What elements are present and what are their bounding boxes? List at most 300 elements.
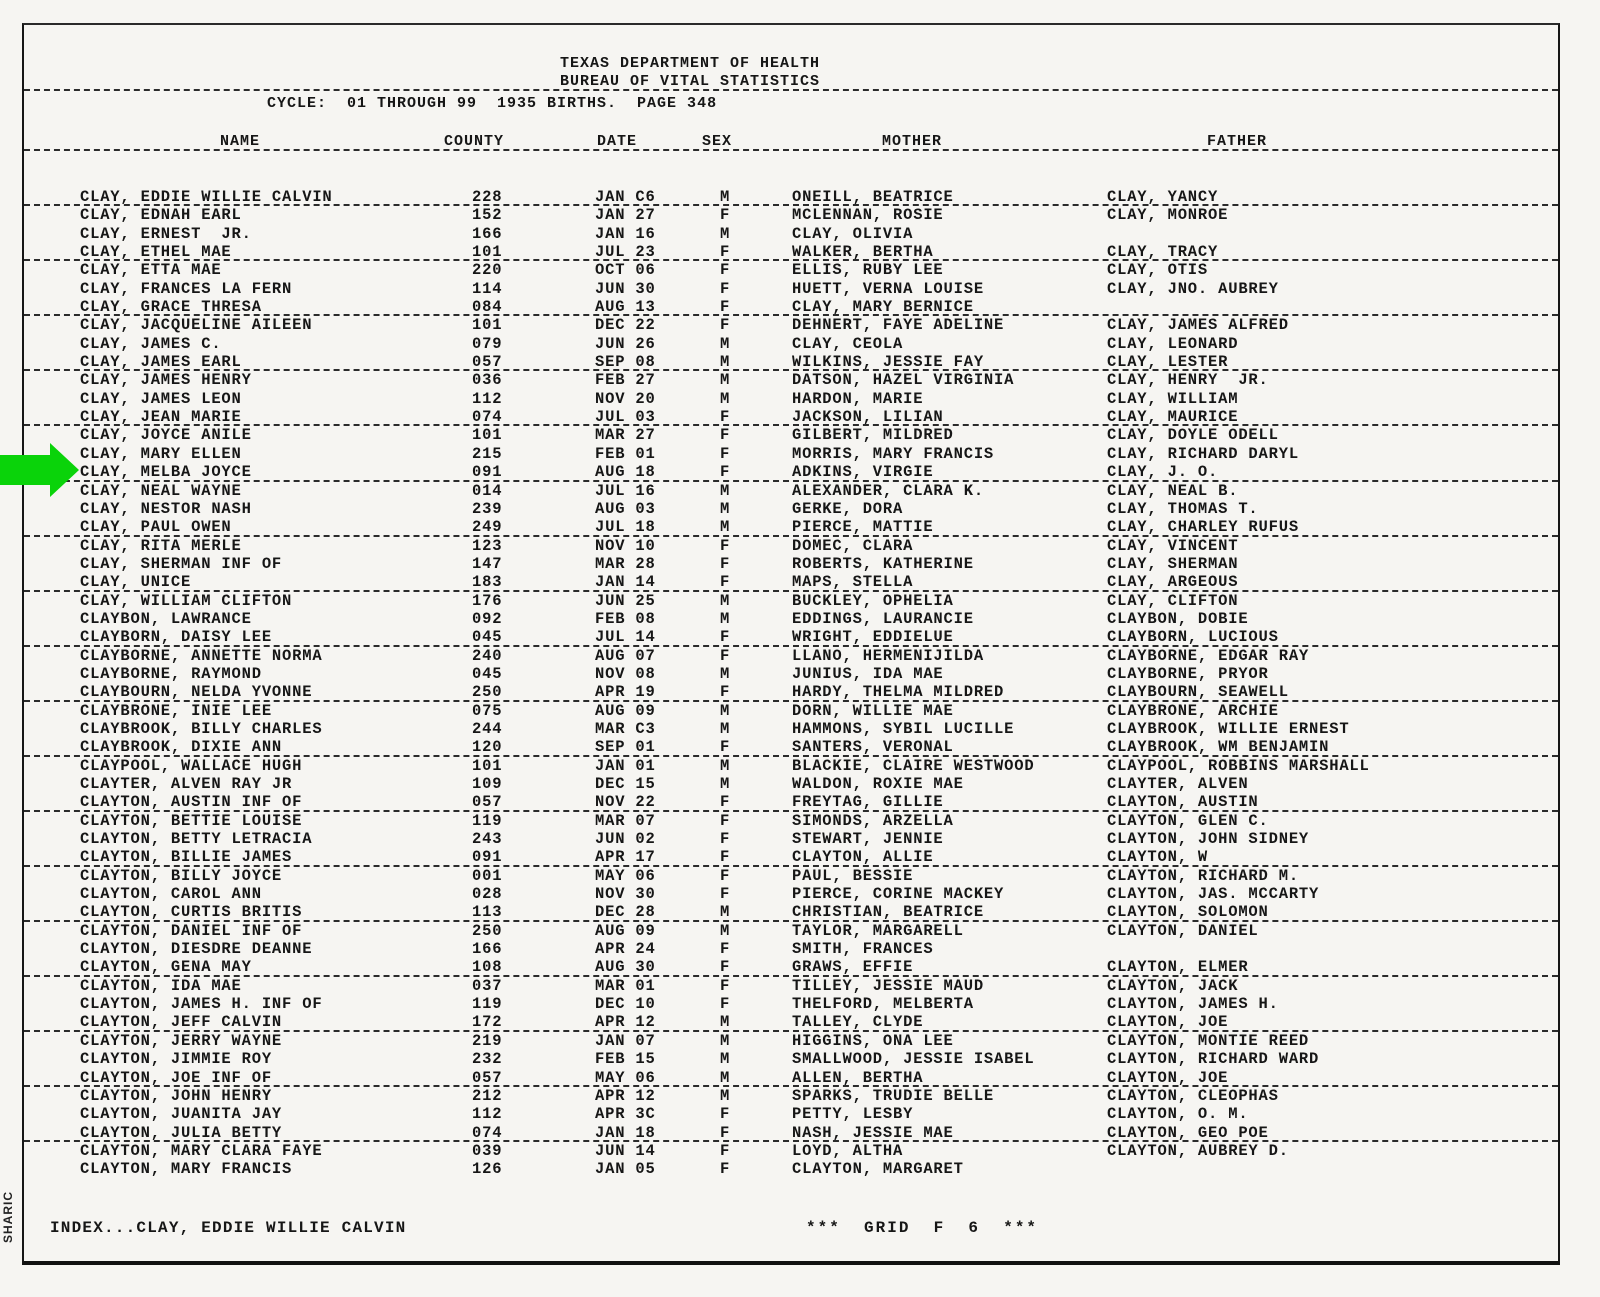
cell-father: CLAY, CLIFTON — [1107, 591, 1239, 610]
cell-name: CLAY, JAMES HENRY — [80, 371, 252, 390]
column-header-mother: MOTHER — [882, 133, 943, 150]
cell-mother: NASH, JESSIE MAE — [792, 1123, 954, 1142]
cell-county: 232 — [472, 1050, 503, 1069]
cell-mother: DEHNERT, FAYE ADELINE — [792, 316, 1005, 335]
cell-name: CLAYTON, IDA MAE — [80, 976, 242, 995]
cell-sex: F — [720, 793, 731, 812]
cell-father: CLAYTON, DANIEL — [1107, 921, 1259, 940]
cell-county: 037 — [472, 976, 503, 995]
cell-name: CLAYTER, ALVEN RAY JR — [80, 775, 293, 793]
cell-county: 183 — [472, 573, 503, 592]
cell-mother: CLAY, MARY BERNICE — [792, 298, 974, 317]
cell-father: CLAYTON, CLEOPHAS — [1107, 1086, 1279, 1105]
cell-county: 119 — [472, 811, 503, 830]
table-row — [80, 775, 1554, 793]
cell-father: CLAY, DOYLE ODELL — [1107, 426, 1279, 445]
cell-name: CLAY, JOYCE ANILE — [80, 426, 252, 445]
cell-name: CLAYTON, JUANITA JAY — [80, 1105, 283, 1124]
table-row — [80, 885, 1554, 903]
table-row — [80, 793, 1554, 811]
cell-sex: M — [720, 499, 731, 518]
cell-name: CLAYTON, CURTIS BRITIS — [80, 903, 303, 922]
cell-county: 084 — [472, 298, 503, 317]
cell-mother: THELFORD, MELBERTA — [792, 995, 974, 1014]
cell-sex: M — [720, 481, 731, 500]
table-row — [80, 482, 1554, 500]
cell-county: 091 — [472, 848, 503, 867]
cell-mother: DATSON, HAZEL VIRGINIA — [792, 371, 1015, 390]
cell-name: CLAYBON, LAWRANCE — [80, 609, 252, 628]
cell-sex: F — [720, 848, 731, 867]
cell-date: MAY 06 — [595, 866, 656, 885]
cell-sex: M — [720, 921, 731, 940]
table-row — [80, 445, 1554, 463]
cell-mother: TALLEY, CLYDE — [792, 1013, 924, 1032]
cell-sex: F — [720, 261, 731, 280]
table-row — [80, 426, 1554, 444]
cell-father: CLAYBORNE, EDGAR RAY — [1107, 646, 1310, 665]
cell-county: 101 — [472, 756, 503, 775]
cell-date: FEB 15 — [595, 1050, 656, 1069]
cell-date: JUN 14 — [595, 1141, 656, 1160]
cell-date: JAN 27 — [595, 206, 656, 225]
cell-father: CLAY, CHARLEY RUFUS — [1107, 518, 1299, 537]
cell-date: JAN 05 — [595, 1160, 656, 1179]
cell-name: CLAYTON, CAROL ANN — [80, 885, 262, 904]
cell-father: CLAYTON, JACK — [1107, 976, 1239, 995]
cell-name: CLAYTON, JAMES H. INF OF — [80, 995, 323, 1014]
cell-name: CLAY, JAMES C. — [80, 334, 222, 353]
cell-sex: F — [720, 1123, 731, 1142]
cell-sex: F — [720, 866, 731, 885]
table-row — [80, 335, 1554, 353]
cell-father: CLAYTON, JOHN SIDNEY — [1107, 830, 1310, 849]
cell-date: MAR C3 — [595, 719, 656, 738]
table-row — [80, 1013, 1554, 1031]
cell-name: CLAYTON, JULIA BETTY — [80, 1123, 283, 1142]
cell-father: CLAYTON, GLEN C. — [1107, 811, 1269, 830]
cell-name: CLAYTON, DANIEL INF OF — [80, 921, 303, 940]
cell-father: CLAY, JNO. AUBREY — [1107, 279, 1279, 298]
table-row — [80, 390, 1554, 408]
cell-county: 039 — [472, 1141, 503, 1160]
cell-mother: GILBERT, MILDRED — [792, 426, 954, 445]
cell-sex: M — [720, 591, 731, 610]
cell-county: 114 — [472, 279, 503, 298]
cell-name: CLAYTON, MARY FRANCIS — [80, 1160, 293, 1179]
cell-sex: F — [720, 1141, 731, 1160]
agency-title: TEXAS DEPARTMENT OF HEALTH — [560, 55, 821, 72]
table-row — [80, 1105, 1554, 1123]
cell-mother: STEWART, JENNIE — [792, 830, 944, 849]
cell-county: 028 — [472, 885, 503, 904]
cell-father: CLAYBROOK, WM BENJAMIN — [1107, 738, 1330, 757]
cell-date: MAR 01 — [595, 976, 656, 995]
table-row — [80, 1124, 1554, 1142]
cell-sex: M — [720, 188, 731, 206]
table-row — [80, 573, 1554, 591]
cell-mother: PIERCE, MATTIE — [792, 518, 934, 537]
table-row — [80, 316, 1554, 334]
cell-sex: M — [720, 775, 731, 793]
cell-sex: M — [720, 389, 731, 408]
table-row — [80, 720, 1554, 738]
cell-name: CLAY, WILLIAM CLIFTON — [80, 591, 293, 610]
cell-mother: CLAY, OLIVIA — [792, 224, 914, 243]
cell-sex: M — [720, 756, 731, 775]
cell-date: JAN 18 — [595, 1123, 656, 1142]
cell-date: DEC 22 — [595, 316, 656, 335]
table-row — [80, 665, 1554, 683]
cell-date: JUL 23 — [595, 243, 656, 262]
cell-county: 166 — [472, 940, 503, 959]
cell-mother: PAUL, BESSIE — [792, 866, 914, 885]
cell-father: CLAYTON, JOE — [1107, 1013, 1229, 1032]
table-row — [80, 683, 1554, 701]
cell-mother: CLAYTON, MARGARET — [792, 1160, 964, 1179]
cell-sex: M — [720, 664, 731, 683]
cell-county: 057 — [472, 793, 503, 812]
cell-county: 091 — [472, 463, 503, 482]
cell-mother: ELLIS, RUBY LEE — [792, 261, 944, 280]
cell-father: CLAY, SHERMAN — [1107, 554, 1239, 573]
cell-sex: M — [720, 1086, 731, 1105]
cell-sex: M — [720, 334, 731, 353]
cell-date: MAR 27 — [595, 426, 656, 445]
cell-sex: F — [720, 1105, 731, 1124]
cell-name: CLAYTON, MARY CLARA FAYE — [80, 1141, 323, 1160]
table-row — [80, 1087, 1554, 1105]
cell-father: CLAYTON, RICHARD WARD — [1107, 1050, 1320, 1069]
cell-mother: SMALLWOOD, JESSIE ISABEL — [792, 1050, 1035, 1069]
cell-name: CLAY, GRACE THRESA — [80, 298, 262, 317]
cell-mother: HIGGINS, ONA LEE — [792, 1031, 954, 1050]
cell-mother: GERKE, DORA — [792, 499, 904, 518]
cell-father: CLAYBORNE, PRYOR — [1107, 664, 1269, 683]
cell-name: CLAY, EDDIE WILLIE CALVIN — [80, 188, 333, 206]
cell-county: 243 — [472, 830, 503, 849]
cell-date: AUG 03 — [595, 499, 656, 518]
cell-date: NOV 30 — [595, 885, 656, 904]
footer-grid-label: *** GRID F 6 *** — [806, 1219, 1039, 1237]
cell-sex: M — [720, 903, 731, 922]
cell-mother: ROBERTS, KATHERINE — [792, 554, 974, 573]
cell-name: CLAY, ETTA MAE — [80, 261, 222, 280]
cell-county: 057 — [472, 353, 503, 372]
cell-father: CLAY, NEAL B. — [1107, 481, 1239, 500]
cell-sex: F — [720, 958, 731, 977]
cell-sex: F — [720, 426, 731, 445]
table-row — [80, 903, 1554, 921]
cell-mother: HARDON, MARIE — [792, 389, 924, 408]
cell-date: APR 12 — [595, 1013, 656, 1032]
cell-sex: F — [720, 811, 731, 830]
cell-name: CLAY, MELBA JOYCE — [80, 463, 252, 482]
cell-father: CLAY, VINCENT — [1107, 536, 1239, 555]
table-row — [80, 225, 1554, 243]
cell-county: 112 — [472, 389, 503, 408]
cell-name: CLAY, ETHEL MAE — [80, 243, 232, 262]
cell-county: 250 — [472, 921, 503, 940]
cell-county: 108 — [472, 958, 503, 977]
cell-county: 176 — [472, 591, 503, 610]
cell-mother: MAPS, STELLA — [792, 573, 914, 592]
cell-mother: DOMEC, CLARA — [792, 536, 914, 555]
cell-father: CLAYTON, JAMES H. — [1107, 995, 1279, 1014]
cell-father: CLAYTON, GEO POE — [1107, 1123, 1269, 1142]
table-row — [80, 206, 1554, 224]
cell-mother: FREYTAG, GILLIE — [792, 793, 944, 812]
cell-date: JUN 26 — [595, 334, 656, 353]
cell-date: NOV 20 — [595, 389, 656, 408]
cell-county: 244 — [472, 719, 503, 738]
cell-county: 014 — [472, 481, 503, 500]
cell-name: CLAY, JAMES LEON — [80, 389, 242, 408]
cell-county: 120 — [472, 738, 503, 757]
table-row — [80, 1160, 1554, 1178]
table-row — [80, 738, 1554, 756]
cell-date: FEB 01 — [595, 444, 656, 463]
cell-name: CLAYTON, JIMMIE ROY — [80, 1050, 272, 1069]
cell-father: CLAY, OTIS — [1107, 261, 1209, 280]
cell-date: APR 12 — [595, 1086, 656, 1105]
cell-sex: F — [720, 738, 731, 757]
table-row — [80, 188, 1554, 206]
cell-date: AUG 07 — [595, 646, 656, 665]
cell-sex: F — [720, 554, 731, 573]
cell-mother: GRAWS, EFFIE — [792, 958, 914, 977]
table-row — [80, 280, 1554, 298]
cell-date: FEB 08 — [595, 609, 656, 628]
cell-date: NOV 10 — [595, 536, 656, 555]
cell-father: CLAY, RICHARD DARYL — [1107, 444, 1299, 463]
cell-date: JAN 16 — [595, 224, 656, 243]
cell-name: CLAY, SHERMAN INF OF — [80, 554, 283, 573]
cell-mother: PETTY, LESBY — [792, 1105, 914, 1124]
cell-date: JUN 02 — [595, 830, 656, 849]
table-row — [80, 1069, 1554, 1087]
cell-date: NOV 08 — [595, 664, 656, 683]
cell-sex: F — [720, 976, 731, 995]
cell-mother: WRIGHT, EDDIELUE — [792, 628, 954, 647]
bureau-title: BUREAU OF VITAL STATISTICS — [560, 73, 821, 90]
cell-name: CLAY, MARY ELLEN — [80, 444, 242, 463]
cell-sex: M — [720, 224, 731, 243]
cell-father: CLAYTON, JAS. MCCARTY — [1107, 885, 1320, 904]
cell-county: 101 — [472, 426, 503, 445]
cell-father: CLAY, ARGEOUS — [1107, 573, 1239, 592]
cell-county: 119 — [472, 995, 503, 1014]
cell-father: CLAYTER, ALVEN — [1107, 775, 1249, 793]
cell-name: CLAYBROOK, BILLY CHARLES — [80, 719, 323, 738]
table-row — [80, 537, 1554, 555]
cell-name: CLAY, JACQUELINE AILEEN — [80, 316, 313, 335]
cell-mother: CHRISTIAN, BEATRICE — [792, 903, 984, 922]
column-header-sex: SEX — [702, 133, 733, 150]
table-row — [80, 1032, 1554, 1050]
cell-name: CLAY, RITA MERLE — [80, 536, 242, 555]
cell-date: JUL 03 — [595, 408, 656, 427]
cell-name: CLAY, EDNAH EARL — [80, 206, 242, 225]
cell-date: OCT 06 — [595, 261, 656, 280]
cell-sex: F — [720, 298, 731, 317]
table-row — [80, 922, 1554, 940]
cell-sex: F — [720, 940, 731, 959]
cell-date: JAN C6 — [595, 188, 656, 206]
table-row — [80, 995, 1554, 1013]
cell-county: 172 — [472, 1013, 503, 1032]
cell-date: DEC 28 — [595, 903, 656, 922]
cell-mother: LLANO, HERMENIJILDA — [792, 646, 984, 665]
cell-name: CLAYTON, JOE INF OF — [80, 1068, 272, 1087]
table-row — [80, 463, 1554, 481]
cell-sex: F — [720, 316, 731, 335]
cell-father: CLAYPOOL, ROBBINS MARSHALL — [1107, 756, 1370, 775]
cell-father: CLAY, JAMES ALFRED — [1107, 316, 1289, 335]
cell-county: 219 — [472, 1031, 503, 1050]
cell-county: 075 — [472, 701, 503, 720]
cell-father: CLAY, MAURICE — [1107, 408, 1239, 427]
cell-county: 250 — [472, 683, 503, 702]
cell-mother: TAYLOR, MARGARELL — [792, 921, 964, 940]
cell-county: 079 — [472, 334, 503, 353]
cell-sex: M — [720, 1050, 731, 1069]
table-row — [80, 298, 1554, 316]
cell-sex: M — [720, 1068, 731, 1087]
cell-sex: F — [720, 536, 731, 555]
cell-name: CLAYTON, JOHN HENRY — [80, 1086, 272, 1105]
cell-sex: F — [720, 830, 731, 849]
cell-father: CLAYBROOK, WILLIE ERNEST — [1107, 719, 1350, 738]
column-header-date: DATE — [597, 133, 638, 150]
cell-date: NOV 22 — [595, 793, 656, 812]
cell-mother: WALKER, BERTHA — [792, 243, 934, 262]
table-row — [80, 940, 1554, 958]
cell-mother: SPARKS, TRUDIE BELLE — [792, 1086, 995, 1105]
cell-father: CLAYTON, RICHARD M. — [1107, 866, 1299, 885]
cell-mother: WILKINS, JESSIE FAY — [792, 353, 984, 372]
cell-name: CLAYBORN, DAISY LEE — [80, 628, 272, 647]
cell-name: CLAYBROOK, DIXIE ANN — [80, 738, 283, 757]
cell-name: CLAYBORNE, RAYMOND — [80, 664, 262, 683]
cell-date: JUL 18 — [595, 518, 656, 537]
cell-sex: F — [720, 243, 731, 262]
cell-sex: M — [720, 1013, 731, 1032]
cell-father: CLAY, TRACY — [1107, 243, 1219, 262]
cell-mother: HAMMONS, SYBIL LUCILLE — [792, 719, 1015, 738]
cell-county: 239 — [472, 499, 503, 518]
cell-date: SEP 08 — [595, 353, 656, 372]
cell-sex: F — [720, 206, 731, 225]
cell-mother: BUCKLEY, OPHELIA — [792, 591, 954, 610]
cell-mother: ALEXANDER, CLARA K. — [792, 481, 984, 500]
table-row — [80, 592, 1554, 610]
cell-mother: JACKSON, LILIAN — [792, 408, 944, 427]
header-dashed-rule — [24, 89, 1558, 91]
table-row — [80, 628, 1554, 646]
cell-mother: MORRIS, MARY FRANCIS — [792, 444, 995, 463]
cell-name: CLAYTON, BILLIE JAMES — [80, 848, 293, 867]
cell-county: 249 — [472, 518, 503, 537]
cell-name: CLAY, UNICE — [80, 573, 192, 592]
cell-mother: EDDINGS, LAURANCIE — [792, 609, 974, 628]
table-row — [80, 371, 1554, 389]
cell-sex: M — [720, 371, 731, 390]
column-header-county: COUNTY — [444, 133, 505, 150]
column-header-father: FATHER — [1207, 133, 1268, 150]
cell-sex: F — [720, 279, 731, 298]
cell-mother: SMITH, FRANCES — [792, 940, 934, 959]
cell-mother: BLACKIE, CLAIRE WESTWOOD — [792, 756, 1035, 775]
cell-sex: F — [720, 444, 731, 463]
cell-sex: F — [720, 463, 731, 482]
side-margin-label: SHARIC — [1, 1191, 15, 1244]
cell-mother: ADKINS, VIRGIE — [792, 463, 934, 482]
column-header-name: NAME — [220, 133, 261, 150]
cell-name: CLAYPOOL, WALLACE HUGH — [80, 756, 303, 775]
cell-sex: M — [720, 719, 731, 738]
table-row — [80, 353, 1554, 371]
cell-mother: DORN, WILLIE MAE — [792, 701, 954, 720]
cell-date: APR 17 — [595, 848, 656, 867]
cell-mother: SANTERS, VERONAL — [792, 738, 954, 757]
cell-county: 057 — [472, 1068, 503, 1087]
cell-date: AUG 18 — [595, 463, 656, 482]
cell-date: DEC 10 — [595, 995, 656, 1014]
cell-mother: MCLENNAN, ROSIE — [792, 206, 944, 225]
cell-mother: CLAY, CEOLA — [792, 334, 904, 353]
cell-county: 101 — [472, 316, 503, 335]
table-row — [80, 647, 1554, 665]
cell-mother: TILLEY, JESSIE MAUD — [792, 976, 984, 995]
cycle-page-line: CYCLE: 01 THROUGH 99 1935 BIRTHS. PAGE 348 — [267, 95, 718, 112]
table-row — [80, 555, 1554, 573]
table-row — [80, 867, 1554, 885]
cell-mother: HARDY, THELMA MILDRED — [792, 683, 1005, 702]
cell-sex: M — [720, 609, 731, 628]
cell-county: 240 — [472, 646, 503, 665]
cell-date: JAN 07 — [595, 1031, 656, 1050]
cell-mother: CLAYTON, ALLIE — [792, 848, 934, 867]
cell-name: CLAY, PAUL OWEN — [80, 518, 232, 537]
cell-sex: F — [720, 683, 731, 702]
table-row — [80, 408, 1554, 426]
cell-date: AUG 30 — [595, 958, 656, 977]
cell-county: 126 — [472, 1160, 503, 1179]
table-row — [80, 1050, 1554, 1068]
cell-county: 109 — [472, 775, 503, 793]
table-row — [80, 518, 1554, 536]
cell-sex: F — [720, 1160, 731, 1179]
cell-mother: LOYD, ALTHA — [792, 1141, 904, 1160]
cell-sex: M — [720, 518, 731, 537]
cell-date: DEC 15 — [595, 775, 656, 793]
table-row — [80, 261, 1554, 279]
cell-date: SEP 01 — [595, 738, 656, 757]
cell-county: 113 — [472, 903, 503, 922]
cell-date: MAR 28 — [595, 554, 656, 573]
cell-father: CLAYBOURN, SEAWELL — [1107, 683, 1289, 702]
cell-date: AUG 13 — [595, 298, 656, 317]
cell-father: CLAYTON, O. M. — [1107, 1105, 1249, 1124]
cell-date: JUN 30 — [595, 279, 656, 298]
cell-name: CLAY, JEAN MARIE — [80, 408, 242, 427]
cell-sex: F — [720, 573, 731, 592]
cell-name: CLAY, FRANCES LA FERN — [80, 279, 293, 298]
cell-father: CLAYTON, AUSTIN — [1107, 793, 1259, 812]
cell-father: CLAY, MONROE — [1107, 206, 1229, 225]
cell-date: JAN 14 — [595, 573, 656, 592]
